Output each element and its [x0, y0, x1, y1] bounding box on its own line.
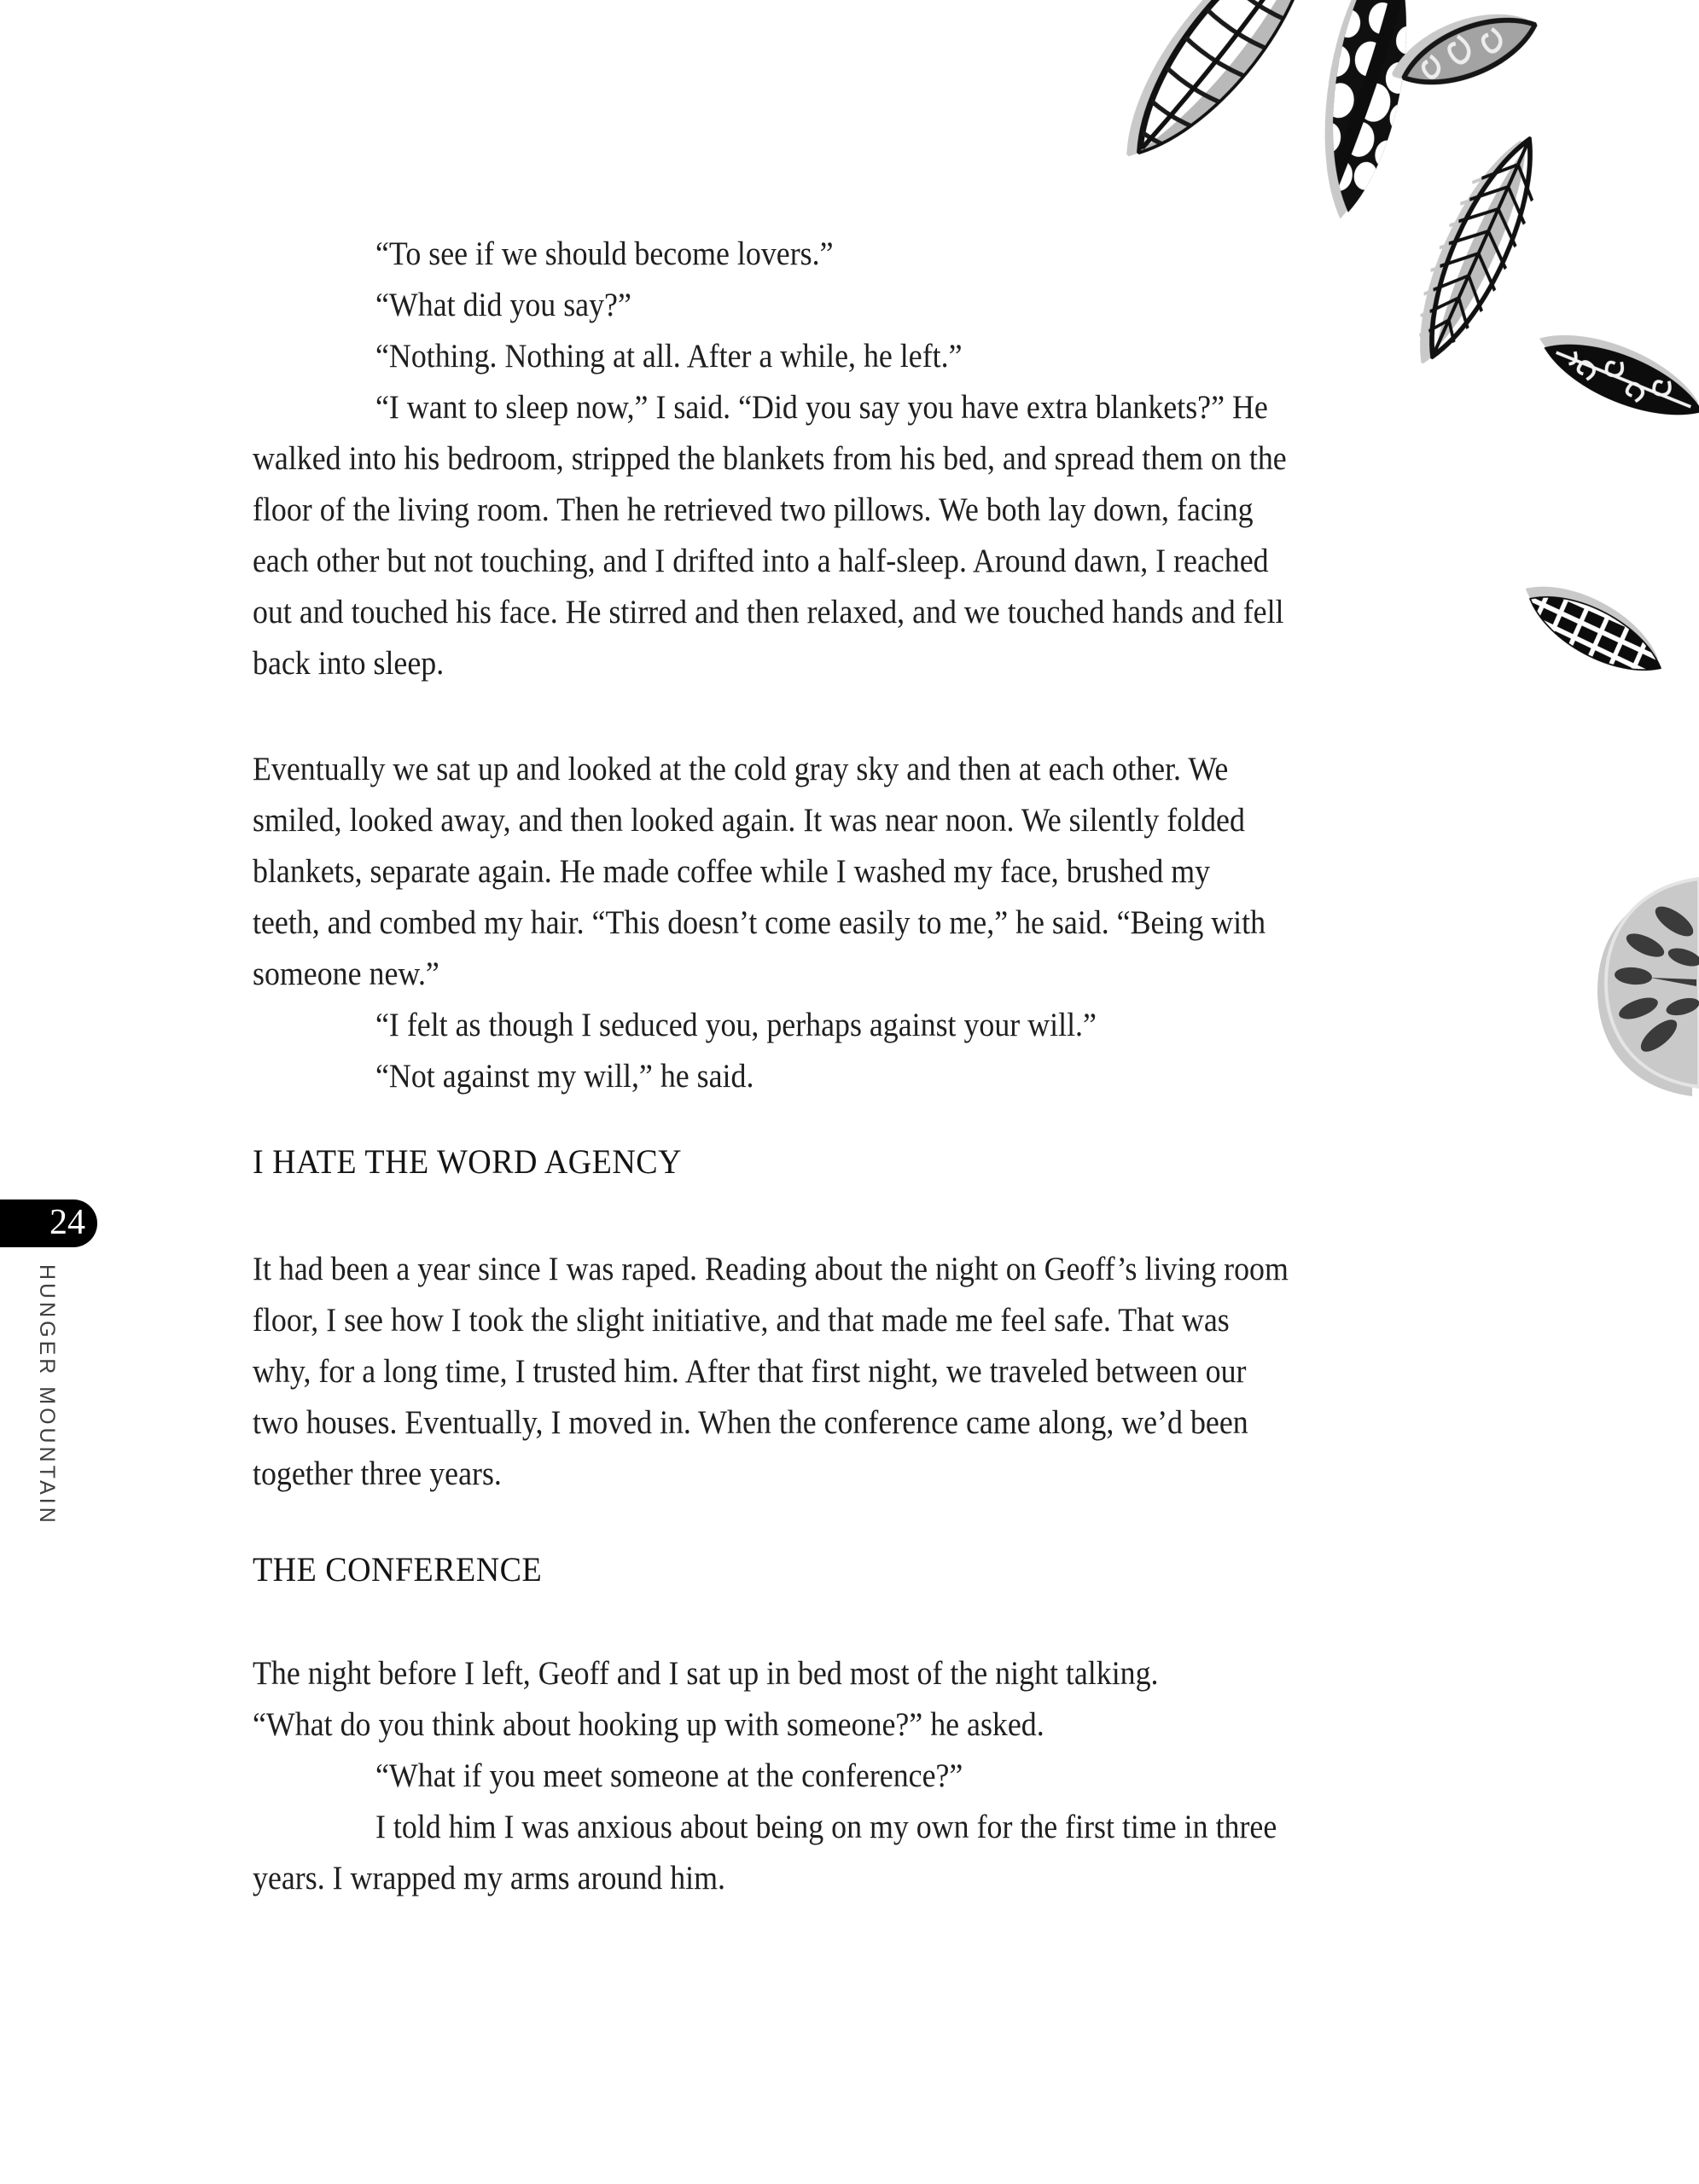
text-line: together three years.	[253, 1455, 502, 1492]
text-line: floor of the living room. Then he retrieved two pillows. We both lay down, facing	[253, 491, 1254, 528]
grid-leaf-icon	[1506, 555, 1684, 712]
paragraph-4	[253, 1648, 1355, 1904]
text-line: each other but not touching, and I drifted into a half-sleep. Around dawn, I reached	[253, 543, 1269, 579]
text-line: It had been a year since I was raped. Reading about the night on Geoff’s living room	[253, 1251, 1289, 1287]
text-line: “I want to sleep now,” I said. “Did you say you have extra blankets?” He	[375, 389, 1268, 426]
journal-title-vertical: HUNGER MOUNTAIN	[35, 1264, 59, 1526]
text-line: why, for a long time, I trusted him. After that first night, we traveled between our	[253, 1353, 1247, 1390]
text-line: walked into his bedroom, stripped the blankets from his bed, and spread them on the	[253, 440, 1287, 477]
text-line: “Nothing. Nothing at all. After a while, he left.”	[375, 338, 963, 375]
text-line: teeth, and combed my hair. “This doesn’t come easily to me,” he said. “Being with	[253, 904, 1266, 941]
paragraph-1	[253, 229, 1376, 689]
text-line: “I felt as though I seduced you, perhaps against your will.”	[375, 1007, 1097, 1043]
text-line: I told him I was anxious about being on my own for the first time in three	[375, 1809, 1277, 1845]
text-line: blankets, separate again. He made coffee while I washed my face, brushed my	[253, 853, 1211, 890]
text-line: years. I wrapped my arms around him.	[253, 1860, 725, 1896]
text-line: back into sleep.	[253, 645, 445, 682]
damask-leaf-icon	[1526, 302, 1699, 457]
paragraph-3	[253, 1244, 1378, 1500]
text-line: smiled, looked away, and then looked again. It was near noon. We silently folded	[253, 802, 1245, 839]
text-line: The night before I left, Geoff and I sat up in bed most of the night talking.	[253, 1655, 1159, 1692]
text-line: “Not against my will,” he said.	[375, 1058, 754, 1095]
section-heading-agency: I HATE THE WORD AGENCY	[253, 1142, 683, 1181]
paragraph-2	[253, 744, 1353, 1102]
section-heading-conference: THE CONFERENCE	[253, 1550, 543, 1589]
text-line: “To see if we should become lovers.”	[375, 235, 834, 272]
text-line: two houses. Eventually, I moved in. When the conference came along, we’d been	[253, 1404, 1248, 1441]
text-line: someone new.”	[253, 956, 439, 992]
text-line: “What did you say?”	[375, 287, 631, 323]
text-line: out and touched his face. He stirred and then relaxed, and we touched hands and fell	[253, 594, 1284, 630]
page-number: 24	[49, 1203, 85, 1242]
text-line: “What do you think about hooking up with someone?” he asked.	[253, 1706, 1044, 1743]
text-line: floor, I see how I took the slight initiative, and that made me feel safe. That was	[253, 1302, 1230, 1339]
text-line: Eventually we sat up and looked at the cold gray sky and then at each other. We	[253, 751, 1229, 787]
fern-half-disc-icon	[1601, 872, 1699, 1094]
text-line: “What if you meet someone at the conference?”	[375, 1757, 963, 1794]
page-number-badge	[0, 1199, 97, 1247]
